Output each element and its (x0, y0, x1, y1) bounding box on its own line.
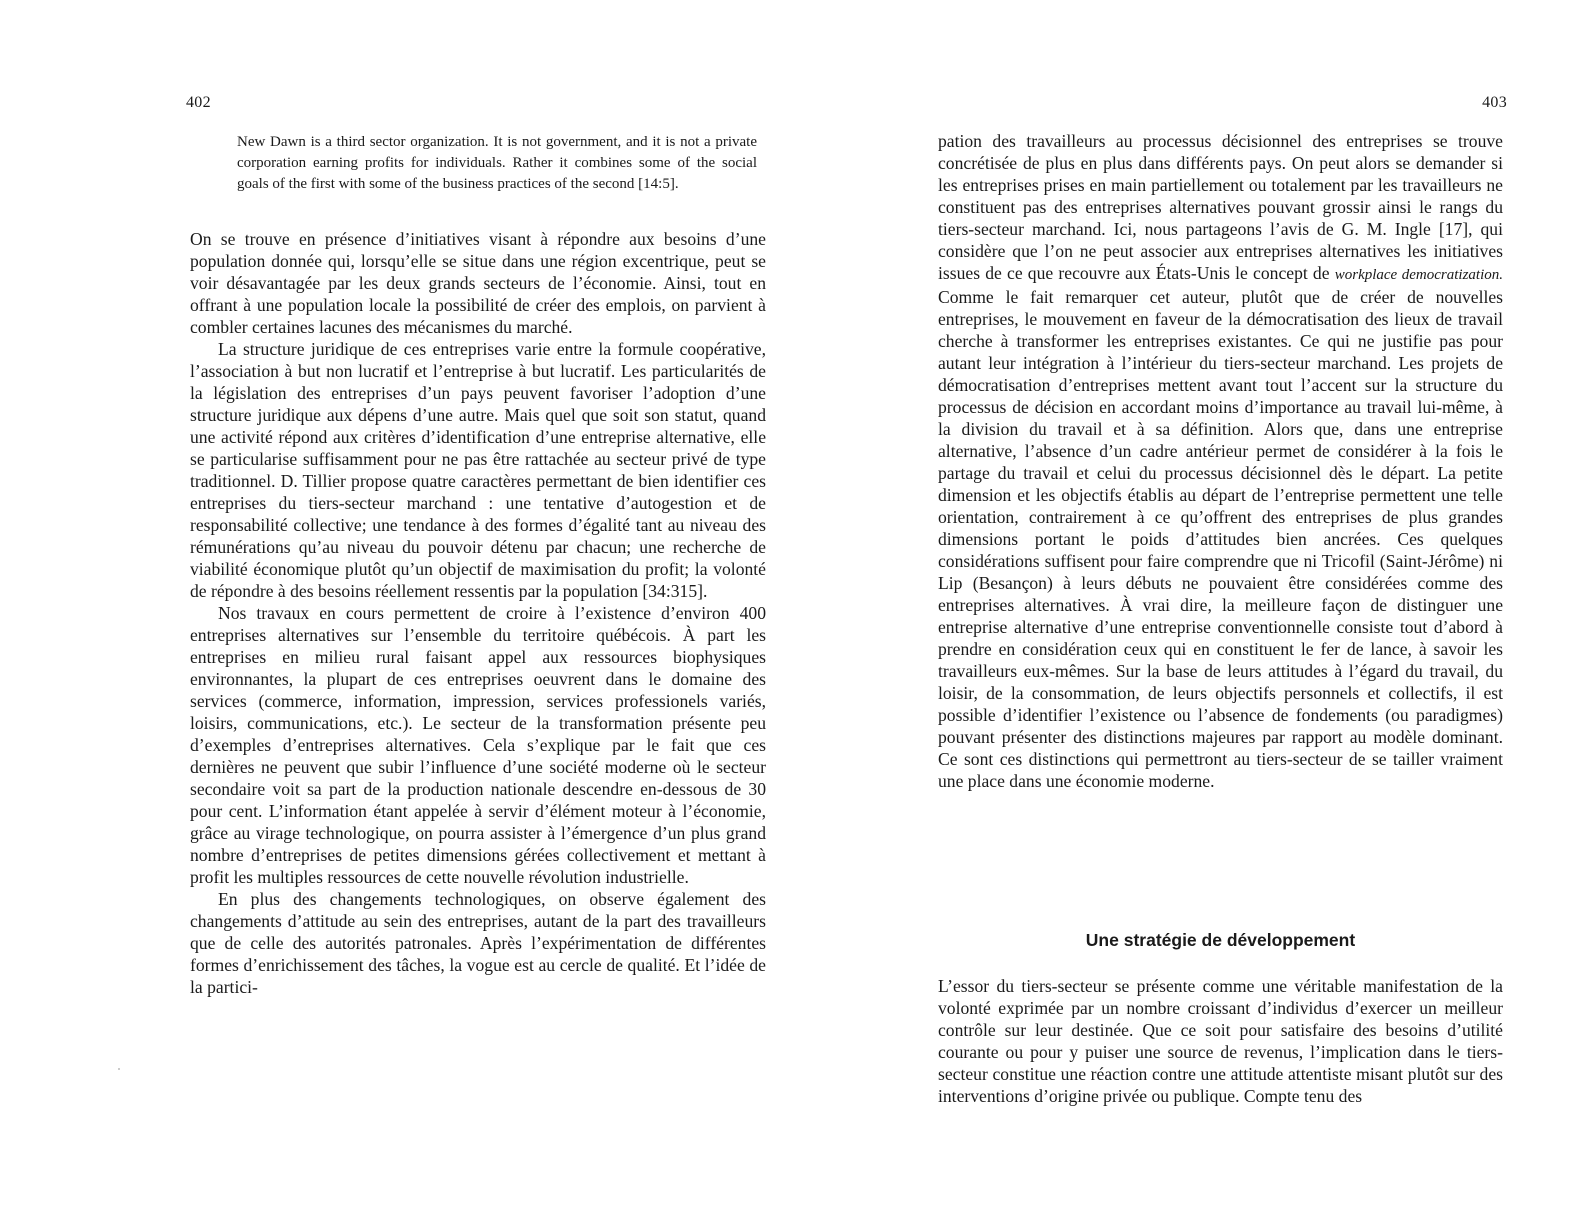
paragraph-text: Comme le fait remarquer cet auteur, plutôt que de créer de nouvelles entreprises, le mouvement en faveur de la démocratisation des lieux de travail cherche à transformer les entreprises existantes. Ce qui ne justifie pas pour autant leur intégration à l’intérieur du tiers-secteur marchand. Les projets de démocratisation d’entreprises mettent avant tout l’accent sur la structure du processus de décision en accordant moins d’importance au travail lui-même, à la division du travail et à sa définition. Alors que, dans une entreprise alternative, l’absence d’un cadre antérieur permet de considérer à la fois le partage du travail et celui du processus décisionnel dès le départ. La petite dimension et les objectifs établis au départ de l’entreprise permettent une telle orientation, contrairement à ce qu’offrent des entreprises de plus grandes dimensions portant le poids d’attitudes bien ancrées. Ces quelques considérations suffisent pour faire comprendre que ni Tricofil (Saint-Jérôme) ni Lip (Besançon) à leurs débuts ne pouvaient être considérées comme des entreprises alternatives. À vrai dire, la meilleure façon de distinguer une entreprise alternative d’une entreprise conventionnelle consiste tout d’abord à prendre en considération ceux qui en constituent le fer de lance, à savoir les travailleurs eux-mêmes. Sur la base de leurs attitudes à l’égard du travail, du loisir, de la consommation, de leurs objectifs personnels et collectifs, il est possible d’identifier l’existence ou l’absence de fondements (ou paradigmes) pouvant présenter des distinctions majeures par rapport au modèle dominant. Ce sont ces distinctions qui permettront au tiers-secteur de se tailler vraiment une place dans une économie moderne. (938, 287, 1503, 791)
paragraph: Nos travaux en cours permettent de croire à l’existence d’environ 400 entreprises alternatives sur l’ensemble du territoire québécois. À part les entreprises en milieu rural faisant appel aux ressources biophysiques environnantes, la plupart de ces entreprises oeuvrent dans le domaine des services (commerce, information, impression, services professionels variés, loisirs, communications, etc.). Le secteur de la transformation présente peu d’exemples d’entreprises alternatives. Cela s’explique par le fait que ces dernières ne peuvent que subir l’influence d’une société moderne où le secteur secondaire voit sa part de la production nationale descendre en-dessous de 30 pour cent. L’information étant appelée à servir d’élément moteur à l’économie, grâce au virage technologique, on pourra assister à l’émergence d’un plus grand nombre d’entreprises de petites dimensions gérées collectivement et mettant à profit les multiples ressources de cette nouvelle révolution industrielle. (190, 603, 766, 887)
right-body-text (938, 130, 1503, 792)
italic-term: workplace democratization. (1334, 267, 1503, 283)
paragraph (938, 130, 1503, 792)
paragraph-text: pation des travailleurs au processus décisionnel des entreprises se trouve concrétisée de plus en plus dans différents pays. On peut alors se demander si les entreprises prises en main partiellement ou totalement par les travailleurs ne constituent pas des entreprises alternatives pouvant grossir ainsi le rangs du tiers-secteur marchand. Ici, nous partageons l’avis de G. M. Ingle [17], qui considère que l’on ne peut associer aux entreprises alternatives les initiatives issues de ce que recouvre aux États-Unis le concept de (938, 131, 1503, 283)
paragraph: En plus des changements technologiques, on observe également des changements d’attitude au sein des entreprises, autant de la part des travailleurs que de celle des autorités patronales. Après l’expérimentation de différentes formes d’enrichissement des tâches, la vogue est au cercle de qualité. Et l’idée de la partici- (190, 889, 766, 997)
paragraph: La structure juridique de ces entreprises varie entre la formule coopérative, l’association à but non lucratif et l’entreprise à but lucratif. Les particularités de la législation des entreprises d’un pays peuvent favoriser l’adoption d’une structure juridique aux dépens d’une autre. Mais quel que soit son statut, quand une activité répond aux critères d’identification d’une entreprise alternative, elle se particularise suffisamment pour ne pas être rattachée au secteur privé de type traditionnel. D. Tillier propose quatre caractères permettant de bien identifier ces entreprises du tiers-secteur marchand : une tentative d’autogestion et de responsabilité collective; une tendance à des formes d’égalité tant au niveau des rémunérations qu’au niveau du pouvoir détenu par chacun; une recherche de viabilité économique plutôt qu’un objectif de maximisation du profit; la volonté de répondre à des besoins réellement ressentis par la population [34:315]. (190, 339, 766, 601)
page-number: 402 (186, 94, 211, 111)
block-quote: New Dawn is a third sector organization. It is not government, and it is not a private corporation earning profits for individuals. Rather it combines some of the social goals of the first with some of the business practices of the second [14:5]. (237, 134, 757, 192)
left-body-text (190, 228, 766, 998)
paragraph: L’essor du tiers-secteur se présente comme une véritable manifestation de la volonté exprimée par un nombre croissant d’individus d’exercer un meilleur contrôle sur leur destinée. Que ce soit pour satisfaire des besoins d’utilité courante ou pour y puiser une source de revenus, l’implication dans le tiers-secteur constitue une réaction contre une attitude attentiste misant plutôt sur des interventions d’origine privée ou publique. Compte tenu des (938, 976, 1503, 1106)
right-page (793, 0, 1586, 1225)
section-body-text (938, 975, 1503, 1107)
scan-speck (118, 1068, 120, 1070)
page-number: 403 (1482, 94, 1507, 111)
paragraph: On se trouve en présence d’initiatives visant à répondre aux besoins d’une population donnée qui, lorsqu’elle se situe dans une région excentrique, peut se voir désavantagée par les deux grands secteurs de l’économie. Ainsi, tout en offrant à une population locale la possibilité de créer des emplois, on parvient à combler certaines lacunes des mécanismes du marché. (190, 229, 766, 337)
section-heading: Une stratégie de développement (1085, 930, 1356, 950)
